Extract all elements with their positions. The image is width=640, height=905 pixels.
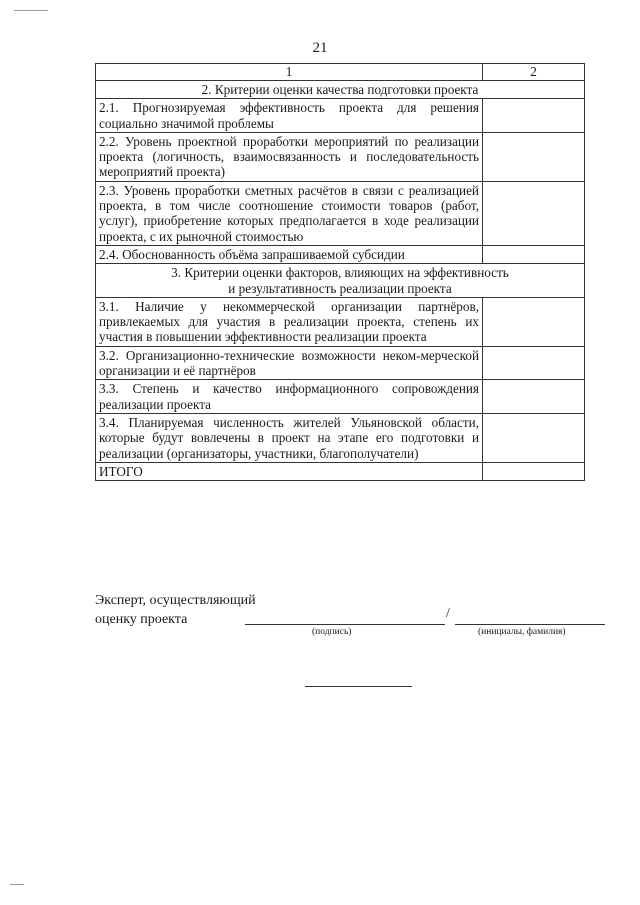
- criterion-3-1: 3.1. Наличие у некоммерческой организации партнёров, привлекаемых для участия в реализации проекта, степень их участия в повышении эффективности реализации проекта: [96, 297, 483, 346]
- criterion-2-3: 2.3. Уровень проработки сметных расчётов в связи с реализацией проекта, в том числе соотношение стоимости товаров (работ, услуг), приобретение которых предполагается в ходе реализации проекта, с их рыночной стоимостью: [96, 181, 483, 245]
- score-cell: [483, 245, 585, 263]
- table-row: [96, 181, 585, 245]
- score-cell: [483, 181, 585, 245]
- score-cell: [483, 380, 585, 414]
- signature-caption: (подпись): [312, 627, 352, 637]
- page-number: 21: [312, 40, 328, 56]
- table-row: [96, 413, 585, 462]
- criterion-2-2: 2.2. Уровень проектной проработки мероприятий по реализации проекта (логичность, взаимосвязанность и последовательность мероприятий проекта): [96, 132, 483, 181]
- total-row: [96, 462, 585, 480]
- table-row: [96, 380, 585, 414]
- criterion-3-2: 3.2. Организационно-технические возможности неком-мерческой организации и её партнёров: [96, 346, 483, 380]
- column-1-header: 1: [96, 64, 483, 81]
- expert-label-line-2: оценку проекта: [95, 612, 188, 627]
- criterion-2-1: 2.1. Прогнозируемая эффективность проекта для решения социально значимой проблемы: [96, 99, 483, 133]
- total-score-cell: [483, 462, 585, 480]
- table-row: [96, 346, 585, 380]
- criterion-3-4: 3.4. Планируемая численность жителей Ульяновской области, которые будут вовлечены в проект на этапе его подготовки и реализации (организаторы, участники, благополучатели): [96, 413, 483, 462]
- evaluation-table: [95, 63, 585, 481]
- score-cell: [483, 132, 585, 181]
- table-row: [96, 132, 585, 181]
- score-cell: [483, 99, 585, 133]
- score-cell: [483, 413, 585, 462]
- table-row: [96, 99, 585, 133]
- score-cell: [483, 297, 585, 346]
- initials-caption: (инициалы, фамилия): [478, 627, 566, 637]
- score-cell: [483, 346, 585, 380]
- separator-slash: /: [446, 606, 450, 621]
- expert-label-line-1: Эксперт, осуществляющий: [95, 593, 256, 608]
- scan-mark: [10, 884, 24, 885]
- scan-mark: [14, 10, 48, 11]
- criterion-3-3: 3.3. Степень и качество информационного сопровождения реализации проекта: [96, 380, 483, 414]
- table-header-row: [96, 64, 585, 81]
- total-label: ИТОГО: [96, 462, 483, 480]
- section-2-title: 2. Критерии оценки качества подготовки проекта: [96, 81, 585, 99]
- signature-line: [245, 624, 445, 625]
- expert-block: [95, 591, 256, 629]
- section-3-title: [96, 264, 585, 298]
- table-row: [96, 297, 585, 346]
- section-3-title-line-1: 3. Критерии оценки факторов, влияющих на эффективность: [171, 265, 509, 281]
- section-row: [96, 81, 585, 99]
- end-divider: [305, 686, 412, 687]
- section-row: [96, 264, 585, 298]
- column-2-header: 2: [483, 64, 585, 81]
- section-3-title-line-2: и результативность реализации проекта: [228, 280, 452, 296]
- criterion-2-4: 2.4. Обоснованность объёма запрашиваемой субсидии: [96, 245, 483, 263]
- table-row: [96, 245, 585, 263]
- initials-line: [455, 624, 605, 625]
